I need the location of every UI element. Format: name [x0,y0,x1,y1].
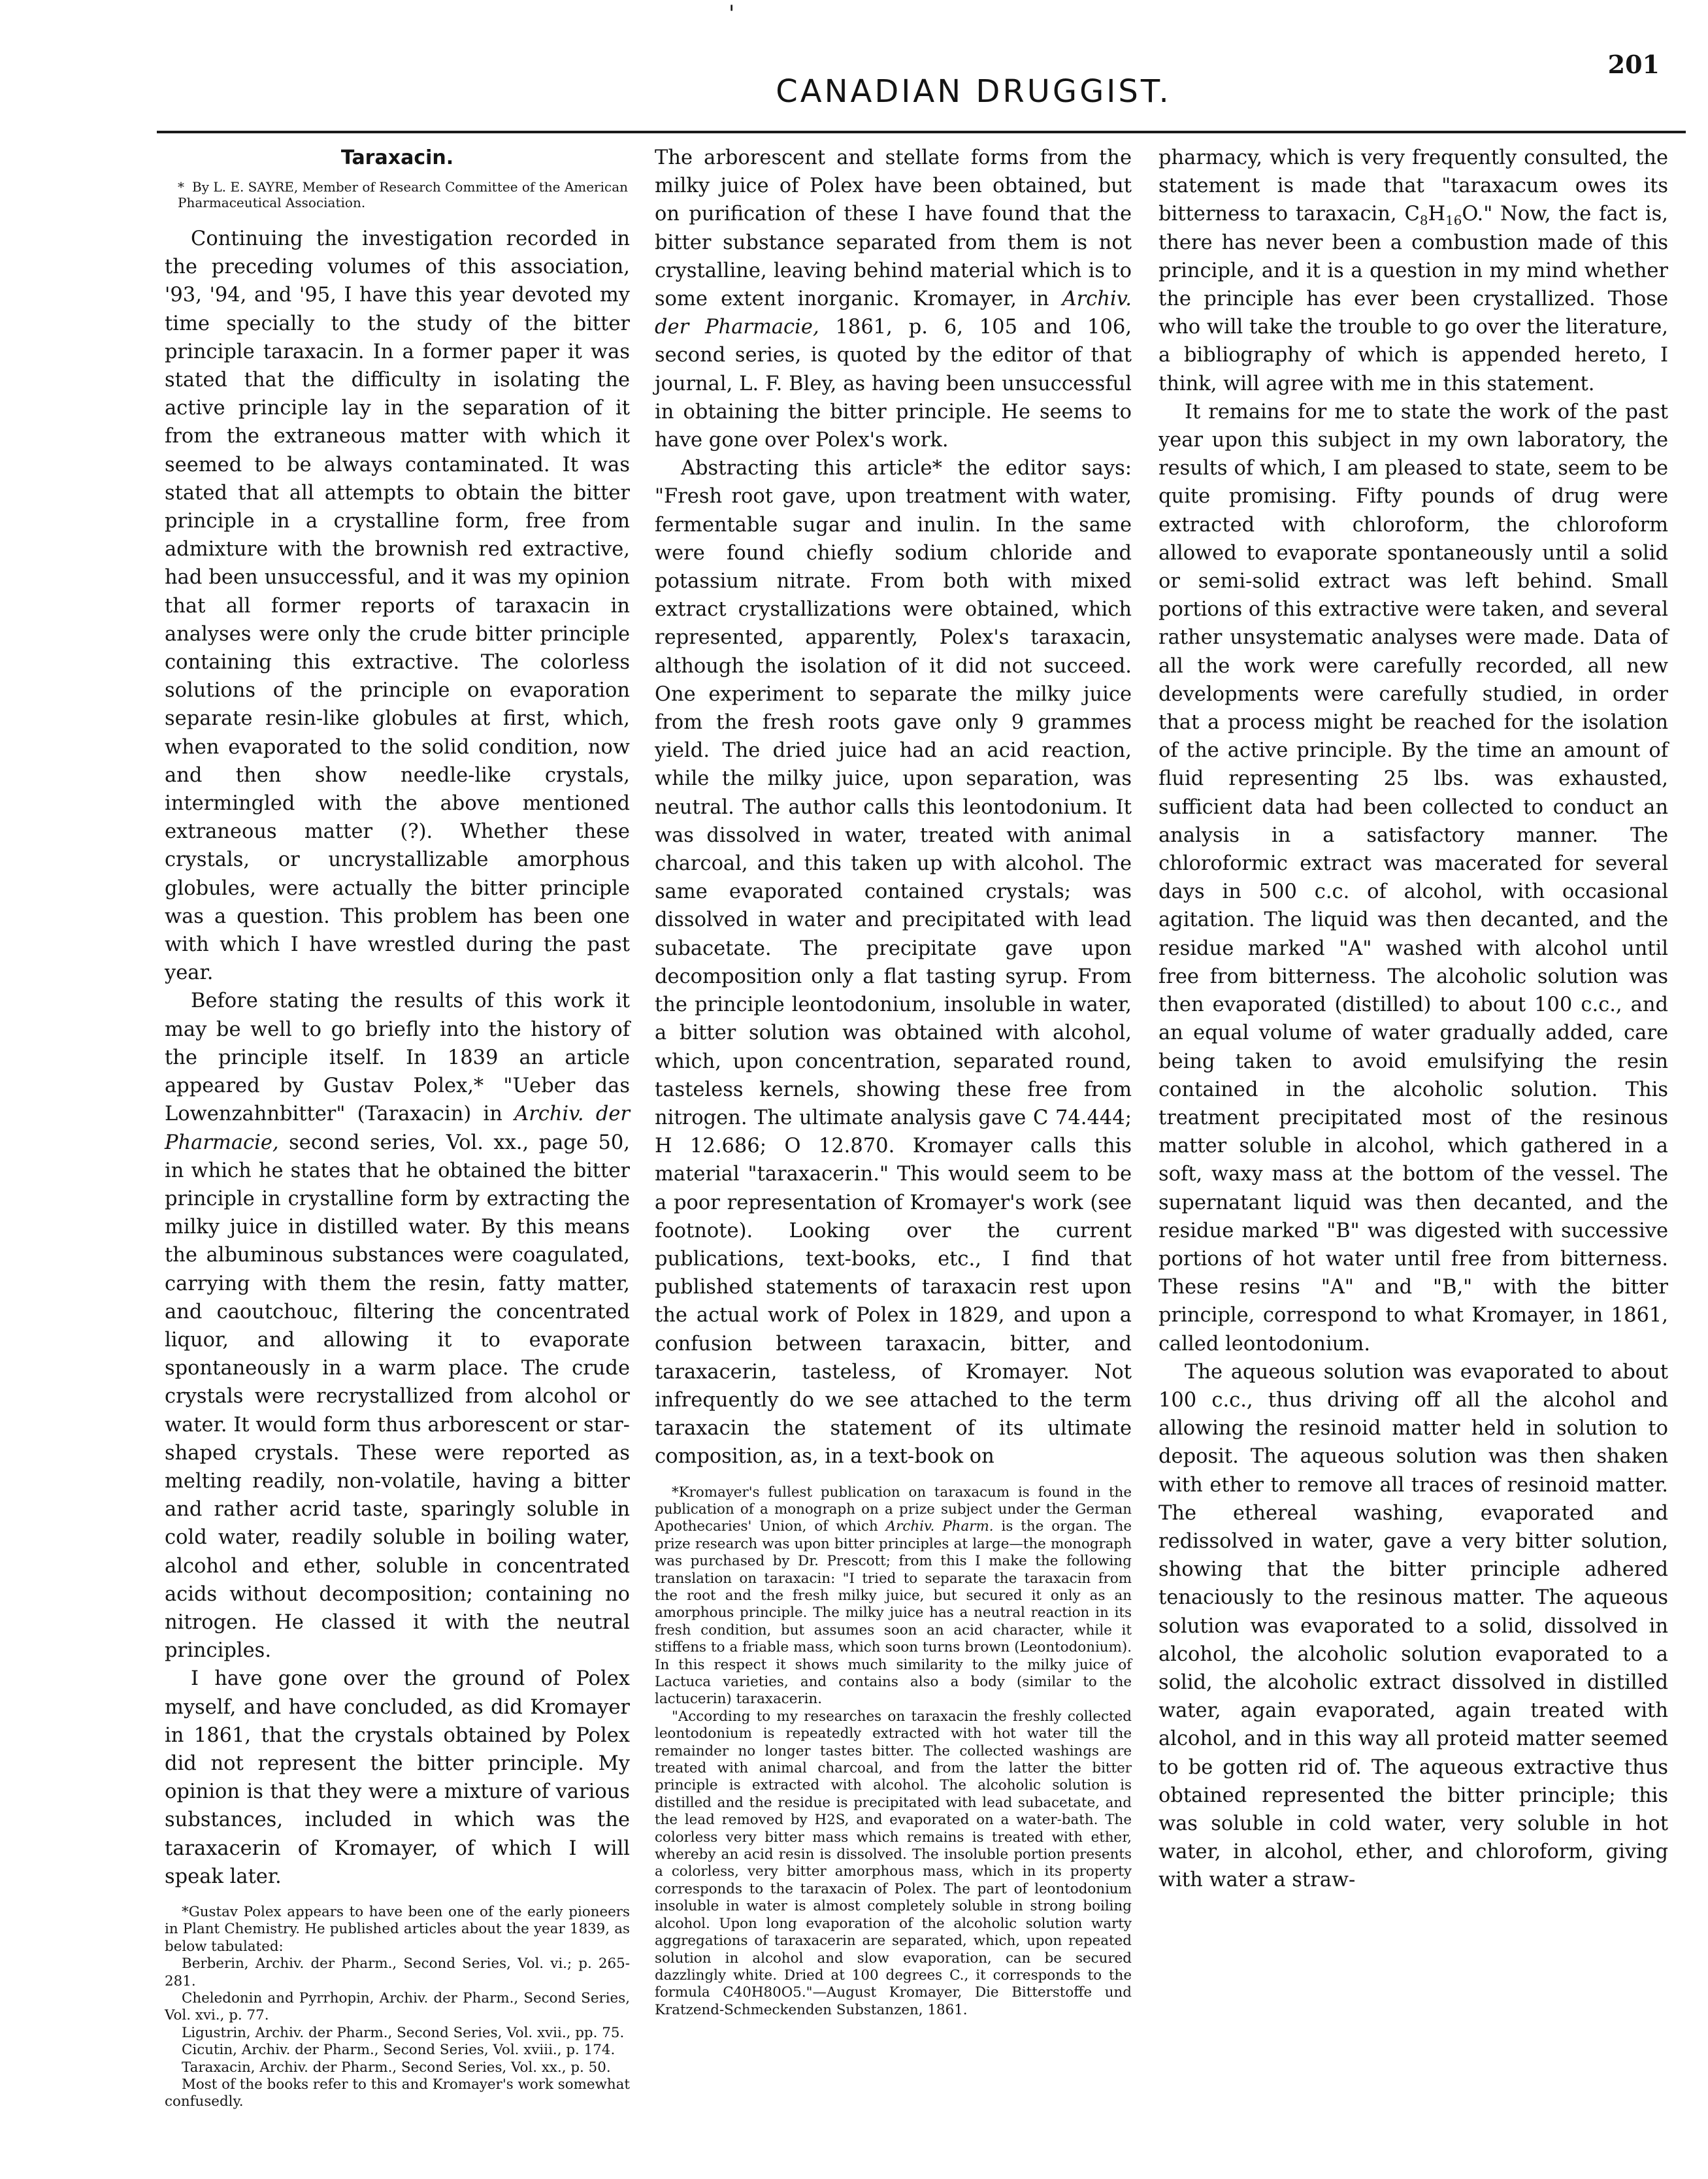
byline [165,179,630,210]
byline-text: By L. E. SAYRE, Member of Research Committee of the American Pharmaceutical Association. [178,179,629,210]
running-head [157,50,1686,146]
journal-title: CANADIAN DRUGGIST. [776,73,1172,110]
paragraph: It remains for me to state the work of the past year upon this subject in my own laboratory, the results of which, I am pleased to state, seem to be quite promising. Fifty pounds of drug were extracted with chloroform, the chloroform allowed to evaporate spontaneously until a solid or semi-solid extract was left behind. Small portions of this extractive were taken, and several rather unsystematic analyses were made. Data of all the work were carefully recorded, all new developments were carefully studied, in order that a process might be reached for the isolation of the active principle. By the time an amount of fluid representing 25 lbs. was exhausted, sufficient data had been collected to conduct an analysis in a satisfactory manner. The chloroformic extract was macerated for several days in 500 c.c. of alcohol, with occasional agitation. The liquid was then decanted, and the residue marked "A" washed with alcohol until free from bitterness. The alcoholic solution was then evaporated (distilled) to about 100 c.c., and an equal volume of water gradually added, care being taken to avoid emulsifying the resin contained in the alcoholic solution. This treatment precipitated most of the resinous matter soluble in alcohol, which gathered in a soft, waxy mass at the bottom of the vessel. The supernatant liquid was then decanted, and the residue marked "B" was digested with successive portions of hot water until free from bitterness. These resins "A" and "B," with the bitter principle, correspond to what Kromayer, in 1861, called leontodonium. [1158,400,1668,1356]
text-run: pharmacy, which is very frequently consulted, the statement is made that "taraxacum owes its bitterness to taraxacin, C [1158,146,1668,226]
paragraph [655,144,1132,454]
page-number: 201 [1607,50,1660,79]
text-run: O." Now, the fact is, there has never been a combustion made of this principle, and it is a question in my mind whether the principle has ever been crystallized. Those who will take the trouble to go over the literature, a bibliography of which is appended hereto, I think, will agree with me in this statement. [1158,203,1668,395]
journal-ref: Archiv. der Pharmacie, [165,1103,630,1154]
footnote: Taraxacin, Archiv. der Pharm., Second Series, Vol. xx., p. 50. [182,2059,611,2076]
paragraph: The aqueous solution was evaporated to about 100 c.c., thus driving off all the alcohol and allowing the resinoid matter held in solution to deposit. The aqueous solution was then shaken with ether to remove all traces of resinoid matter. The ethereal washing, evaporated and redissolved in water, gave a very bitter solution, showing that the bitter principle adhered tenaciously to the resinous matter. The aqueous solution was evaporated to a solid, dissolved in alcohol, the alcoholic solution evaporated to a solid, the alcoholic extract dissolved in distilled water, again evaporated, again treated with alcohol, and in this way all proteid matter seemed to be gotten rid of. The aqueous extractive thus obtained represented the bitter principle; this was soluble in cold water, very soluble in hot water, in alcohol, ether, and chloroform, giving with water a straw- [1158,1360,1668,1892]
text-run: is the organ. The prize research was upon bitter principles at large—the monograph was purchased by Dr. Prescott; from this I make the following translation on taraxacin: "I tried to separate the taraxacin from the root and the fresh milky juice, but secured it only as an amorphous principle. The milky juice has a neutral reaction in its fresh condition, but assumes soon an acid character, while it stiffens to a friable mass, which soon turns brown (Leontodonium). In this respect it shows much similarity to the milky juice of Lactuca varieties, and contains also a body (similar to the lactucerin) taraxacerin. [655,1518,1132,1708]
column-3 [1158,144,1668,1895]
footnote: "According to my researches on taraxacin the freshly collected leontodonium is repeatedly extracted with hot water till the remainder no longer tastes bitter. The collected washings are treated with animal charcoal, and from the latter the bitter principle is extracted with alcohol. The alcoholic solution is distilled and the residue is precipitated with lead subacetate, and the lead removed by H2S, and evaporated on a water-bath. The colorless very bitter mass which remains is treated with ether, whereby an acid resin is dissolved. The insoluble portion presents a colorless, very bitter amorphous mass, which in its property corresponds to the taraxacin of Polex. The part of leontodonium insoluble in water is almost completely soluble in strong boiling alcohol. Upon long evaporation of the alcoholic solution warty aggregations of taraxacerin are separated, which, upon repeated solution in alcohol and slow evaporation, can be secured dazzlingly white. Dried at 100 degrees C., it corresponds to the formula C40H80O5."—August Kromayer, Die Bitterstoffe und Kratzend-Schmeckenden Substanzen, 1861. [655,1708,1132,2018]
byline-footnote-marker: * [178,179,184,195]
column-2 [655,144,1132,2019]
text-run: Looking over the current publications, text-books, etc., I find that published statements of taraxacin rest upon the actual work of Polex in 1829, and upon a confusion between taraxacin, bitter, and taraxacerin, tasteless, of Kromayer. Not infrequently do we see attached to the term taraxacin the statement of its ultimate composition, as, in a text-book on [655,1219,1132,1469]
text-run: Before stating the results of this work it may be well to go briefly into the history of the principle itself. In 1839 an article appeared by Gustav Polex,* "Ueber das Lowenzahnbitter" (Taraxacin) in [165,990,630,1126]
text-run: H [1428,203,1446,226]
footnote: Most of the books refer to this and Kromayer's work somewhat confusedly. [165,2076,630,2110]
footnote: Cicutin, Archiv. der Pharm., Second Series, Vol. xviii., p. 174. [182,2042,616,2059]
text-run: *Kromayer's fullest publication on taraxacum is found in the publication of a monograph on a prize subject under the German Apothecaries' Union, of which [655,1484,1132,1535]
paragraph [1158,144,1668,398]
text-run: Abstracting this article* the editor says: "Fresh root gave, upon treatment with water, fermentable sugar and inulin. In the same were found chiefly sodium chloride and potassium nitrate. From both with mixed extract crystallizations were obtained, which represented, apparently, Polex's taraxacin, although the isolation of it did not succeed. One experiment to separate the milky juice from the fresh roots gave only 9 grammes yield. The dried juice had an acid reaction, while the milky juice, upon separation, was neutral. The author calls this leontodonium. It was dissolved in water, treated with animal charcoal, and this taken up with alcohol. The same evaporated contained crystals; was dissolved in water and precipitated with lead subacetate. The precipitate gave upon decomposition only a flat tasting syrup. From the principle leontodonium, insoluble in water, a bitter solution was obtained with alcohol, which, upon concentration, separated round, tasteless kernels, showing these free from nitrogen. The ultimate analysis gave C 74.444; H 12.686; O 12.870. Kromayer calls this material "taraxacerin." This would seem to be a poor representation of Kromayer's work (see footnote). [655,457,1132,1242]
stray-mark: ' [729,1,735,27]
journal-ref: Archiv. der Pharmacie, [655,288,1132,339]
subscript: 16 [1445,213,1462,229]
footnote: Berberin, Archiv. der Pharm., Second Series, Vol. vi.; p. 265-281. [165,1955,630,1989]
footnotes [165,1904,630,2111]
subscript: 8 [1419,213,1428,229]
journal-ref: Archiv. Pharm. [885,1518,994,1535]
column-1 [165,144,630,2111]
paragraph [165,987,630,1665]
paragraph: I have gone over the ground of Polex myself, and have concluded, as did Kromayer in 1861, that the crystals obtained by Polex did not represent the bitter principle. My opinion is that they were a mixture of various substances, included in which was the taraxacerin of Kromayer, of which I will speak later. [165,1667,630,1888]
paragraph: Continuing the investigation recorded in the preceding volumes of this association, '93, '94, and '95, I have this year devoted my time specially to the study of the bitter principle taraxacin. In a former paper it was stated that the difficulty in isolating the active principle lay in the separation of it from the extraneous matter with which it seemed to be always contaminated. It was stated that all attempts to obtain the bitter principle in a crystalline form, free from admixture with the brownish red extractive, had been unsuccessful, and it was my opinion that all former reports of taraxacin in analyses were only the crude bitter principle containing this extractive. The colorless solutions of the principle on evaporation separate resin-like globules at first, which, when evaporated to the solid condition, now and then show needle-like crystals, intermingled with the above mentioned extraneous matter (?). Whether these crystals, or uncrystallizable amorphous globules, were actually the bitter principle was a question. This problem has been one with which I have wrestled during the past year. [165,227,630,985]
text-run: The arborescent and stellate forms from the milky juice of Polex have been obtained, but on purification of these I have found that the bitter substance separated from them is not crystalline, leaving behind material which is to some extent inorganic. Kromayer, in [655,146,1132,311]
footnote: Ligustrin, Archiv. der Pharm., Second Series, Vol. xvii., pp. 75. [182,2024,625,2041]
footnote [655,1484,1132,1708]
article-title: Taraxacin. [340,146,454,169]
footnote: *Gustav Polex appears to have been one of the early pioneers in Plant Chemistry. He published articles about the year 1839, as below tabulated: [165,1903,630,1955]
text-run: 1861, p. 6, 105 and 106, second series, is quoted by the editor of that journal, L. F. Bley, as having been unsuccessful in obtaining the bitter principle. He seems to have gone over Polex's work. [655,316,1132,452]
footnote: Cheledonin and Pyrrhopin, Archiv. der Pharm., Second Series, Vol. xvi., p. 77. [165,1990,630,2024]
paragraph [655,454,1132,1471]
text-run: second series, Vol. xx., page 50, in which he states that he obtained the bitter principle in crystalline form by extracting the milky juice in distilled water. By this means the albuminous substances were coagulated, carrying with them the resin, fatty matter, and caoutchouc, filtering the concentrated liquor, and allowing it to evaporate spontaneously in a warm place. The crude crystals were recrystallized from alcohol or water. It would form thus arborescent or star-shaped crystals. These were reported as melting readily, non-volatile, having a bitter and rather acrid taste, sparingly soluble in cold water, readily soluble in boiling water, alcohol and ether, soluble in concentrated acids without decomposition; containing no nitrogen. He classed it with the neutral principles. [165,1131,630,1663]
footnotes [655,1484,1132,2020]
header-rule [157,131,1686,133]
